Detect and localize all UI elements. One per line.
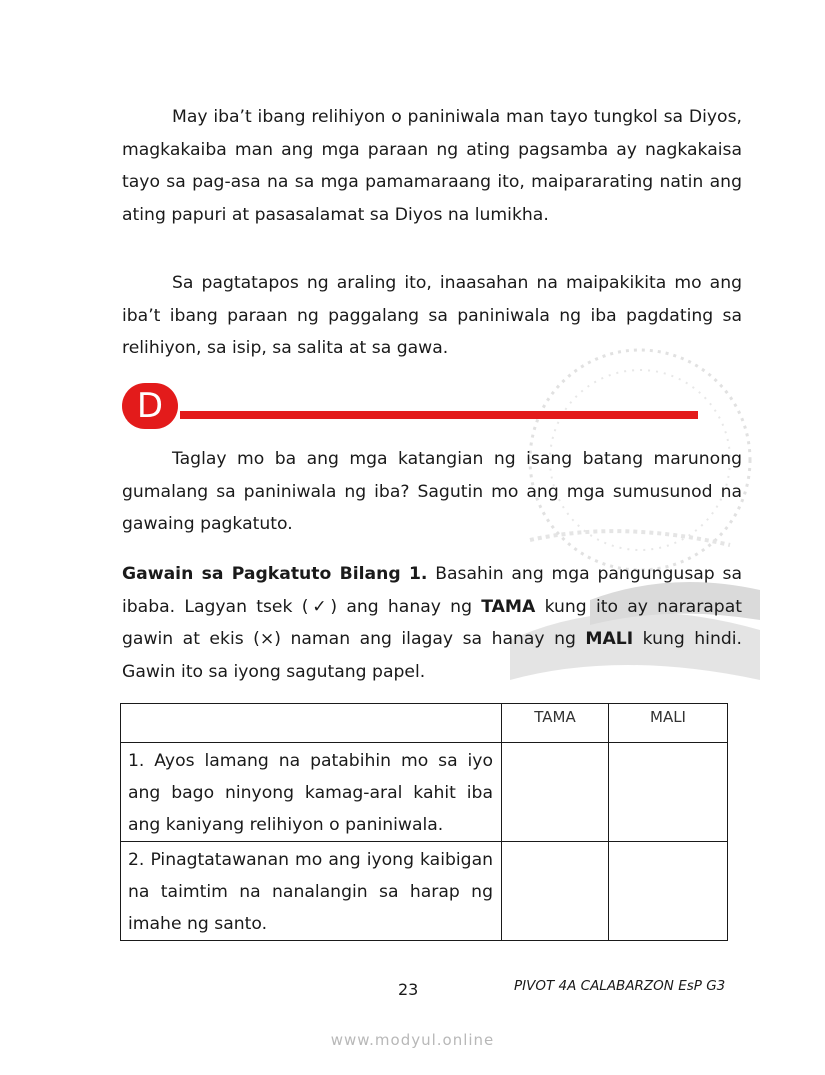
table-row: [121, 842, 728, 941]
intro-paragraph: May iba’t ibang relihiyon o paniniwala man tayo tungkol sa Diyos, magkakaiba man ang mga paraan ng ating pagsamba ay nagkakaisa tayo sa pag-asa na sa mga pamamaraang ito, maipararating natin ang ating papuri at pasasalamat sa Diyos na lumikha.: [122, 107, 742, 225]
site-watermark: www.modyul.online: [330, 1031, 495, 1049]
mali-answer-cell-1[interactable]: [609, 743, 728, 842]
section-d-badge: D: [122, 383, 178, 429]
tama-label: TAMA: [481, 596, 536, 617]
question-paragraph: Taglay mo ba ang mga katangian ng isang batang marunong gumalang sa paniniwala ng iba? Sagutin mo ang mga sumusunod na gawaing pagkatuto.: [122, 449, 742, 534]
answer-table: [120, 703, 728, 941]
mali-label: MALI: [585, 629, 634, 649]
table-row: [121, 743, 728, 842]
header-statement-cell: [121, 704, 502, 743]
instruction-text-3: kung hindi. Gawin ito sa iyong sagutang papel.: [122, 629, 742, 682]
statement-2: 2. Pinagtatawanan mo ang iyong kaibigan na taimtim na nanalangin sa harap ng imahe ng santo.: [121, 842, 502, 941]
objective-paragraph: Sa pagtatapos ng araling ito, inaasahan na maipakikita mo ang iba’t ibang paraan ng paggalang sa paniniwala ng iba pagdating sa relihiyon, sa isip, sa salita at sa gawa.: [122, 273, 742, 358]
instruction-text-1: Basahin ang mga pangungusap sa ibaba. Lagyan tsek (✓) ang hanay ng: [122, 564, 742, 617]
tama-answer-cell-2[interactable]: [502, 842, 609, 941]
activity-title: Gawain sa Pagkatuto Bilang 1.: [122, 564, 428, 584]
instruction-text-2: kung ito ay nararapat gawin at ekis (×) naman ang ilagay sa hanay ng: [122, 596, 742, 649]
statement-1: 1. Ayos lamang na patabihin mo sa iyo ang bago ninyong kamag-aral kahit iba ang kaniyang relihiyon o paniniwala.: [121, 743, 502, 842]
header-mali: MALI: [609, 704, 728, 743]
mali-answer-cell-2[interactable]: [609, 842, 728, 941]
footer-series: PIVOT 4A CALABARZON EsP G3: [514, 978, 726, 994]
tama-answer-cell-1[interactable]: [502, 743, 609, 842]
section-divider-line: [180, 411, 698, 419]
page-number: 23: [398, 980, 419, 999]
activity-instructions: [122, 558, 742, 688]
table-header-row: [121, 704, 728, 743]
header-tama: TAMA: [502, 704, 609, 743]
